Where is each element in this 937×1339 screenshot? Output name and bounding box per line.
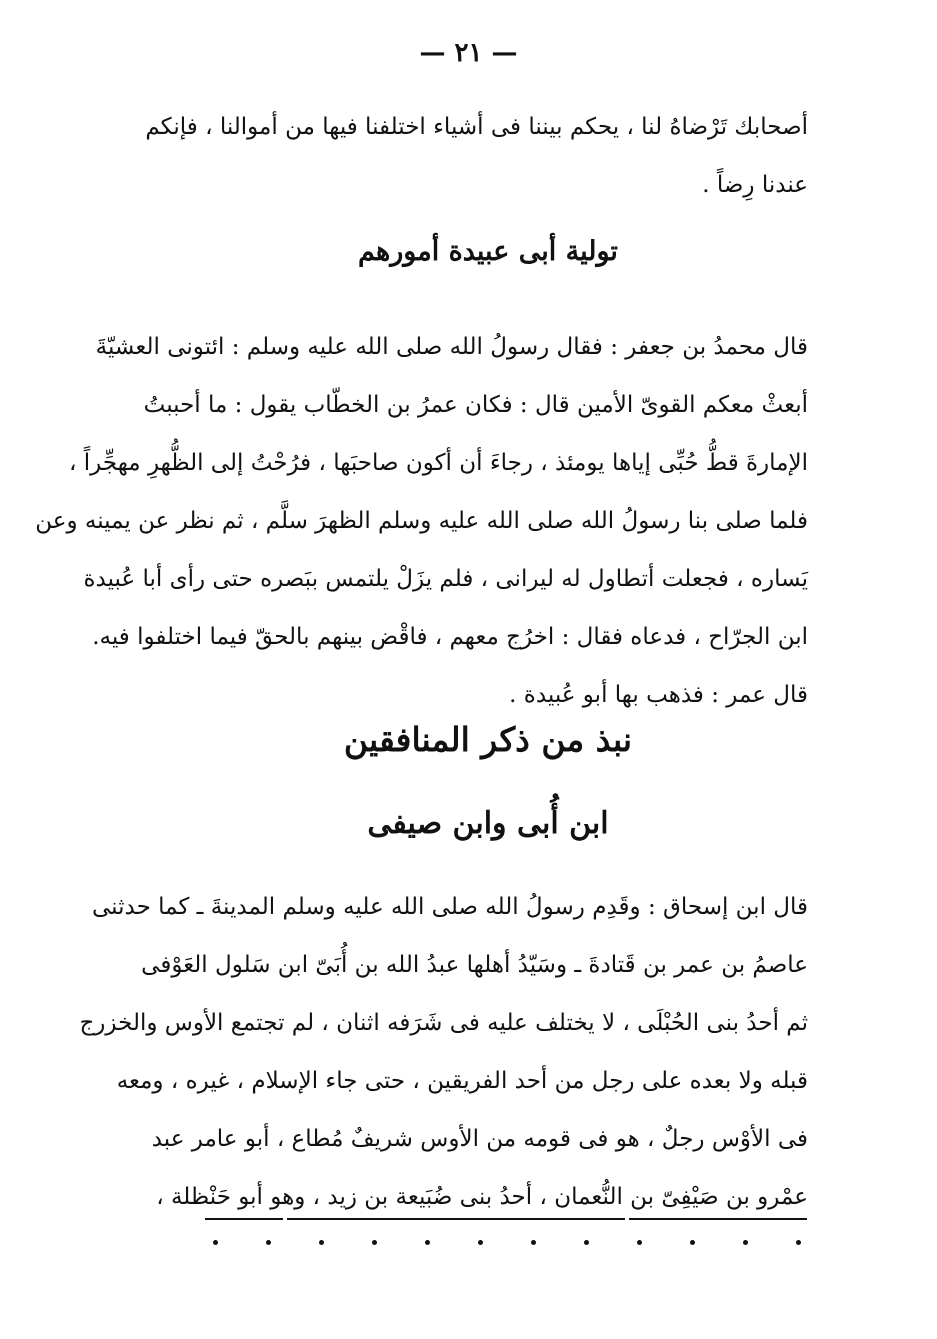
page-number: — ٢١ —	[419, 38, 518, 68]
dot	[266, 1240, 271, 1245]
text-line: فى الأوْس رجلٌ ، هو فى قومه من الأوس شريفٌ مُطاع ، أبو عامر عبد	[151, 1126, 808, 1152]
dot	[796, 1240, 801, 1245]
intro-paragraph	[145, 98, 808, 214]
section-paragraph	[35, 318, 808, 724]
text-line: الإمارةَ قطُّ حُبِّى إياها يومئذ ، رجاءَ أن أكون صاحبَها ، فرُحْتُ إلى الظُّهرِ مهجِّراً ،	[69, 450, 808, 476]
text-line: عاصمُ بن عمر بن قَتادةَ ـ وسَيّدُ أهلها عبدُ الله بن أُبَىّ ابن سَلول العَوْفى	[141, 952, 808, 978]
text-line: قال عمر : فذهب بها أبو عُبيدة .	[509, 682, 808, 708]
text-line: أبعثْ معكم القوىّ الأمين قال : فكان عمرُ بن الخطّاب يقول : ما أحببتُ	[143, 392, 808, 418]
subsection-heading: ابن أُبى وابن صيفى	[367, 806, 609, 841]
text-line: ثم أحدُ بنى الحُبْلَى ، لا يختلف عليه فى شَرَفه اثنان ، لم تجتمع الأوس والخزرج	[79, 1010, 808, 1036]
footnote-rule	[205, 1218, 807, 1220]
text-line: أصحابك تَرْضاهُ لنا ، يحكم بيننا فى أشياء اختلفنا فيها من أموالنا ، فإنكم	[145, 114, 808, 140]
dot	[637, 1240, 642, 1245]
dot	[372, 1240, 377, 1245]
text-line: يَساره ، فجعلت أتطاول له ليرانى ، فلم يزَلْ يلتمس ببَصره حتى رأى أبا عُبيدة	[83, 566, 808, 592]
dot	[531, 1240, 536, 1245]
text-line: قال ابن إسحاق : وقَدِم رسولُ الله صلى الله عليه وسلم المدينةَ ـ كما حدثنى	[91, 894, 808, 920]
dot	[425, 1240, 430, 1245]
text-line: قال محمدُ بن جعفر : فقال رسولُ الله صلى الله عليه وسلم : ائتونى العشيّةَ	[95, 334, 808, 360]
footnote-dots	[205, 1240, 807, 1252]
dot	[213, 1240, 218, 1245]
text-line: عمْرو بن صَيْفِىّ بن النُّعمان ، أحدُ بنى ضُبَيعة بن زيد ، وهو أبو حَنْظلة ،	[156, 1184, 808, 1210]
dot	[743, 1240, 748, 1245]
section-paragraph	[79, 878, 808, 1226]
text-line: عندنا رِضاً .	[702, 172, 808, 198]
text-line: ابن الجرّاح ، فدعاه فقال : اخرُج معهم ، فاقْض بينهم بالحقّ فيما اختلفوا فيه.	[92, 624, 808, 650]
section-heading: تولية أبى عبيدة أمورهم	[358, 236, 618, 267]
chapter-heading: نبذ من ذكر المنافقين	[343, 720, 633, 759]
dot	[478, 1240, 483, 1245]
dot	[690, 1240, 695, 1245]
dot	[584, 1240, 589, 1245]
text-line: قبله ولا بعده على رجل من أحد الفريقين ، حتى جاء الإسلام ، غيره ، ومعه	[116, 1068, 808, 1094]
dot	[319, 1240, 324, 1245]
text-line: فلما صلى بنا رسولُ الله صلى الله عليه وسلم الظهرَ سلَّم ، ثم نظر عن يمينه وعن	[35, 508, 808, 534]
